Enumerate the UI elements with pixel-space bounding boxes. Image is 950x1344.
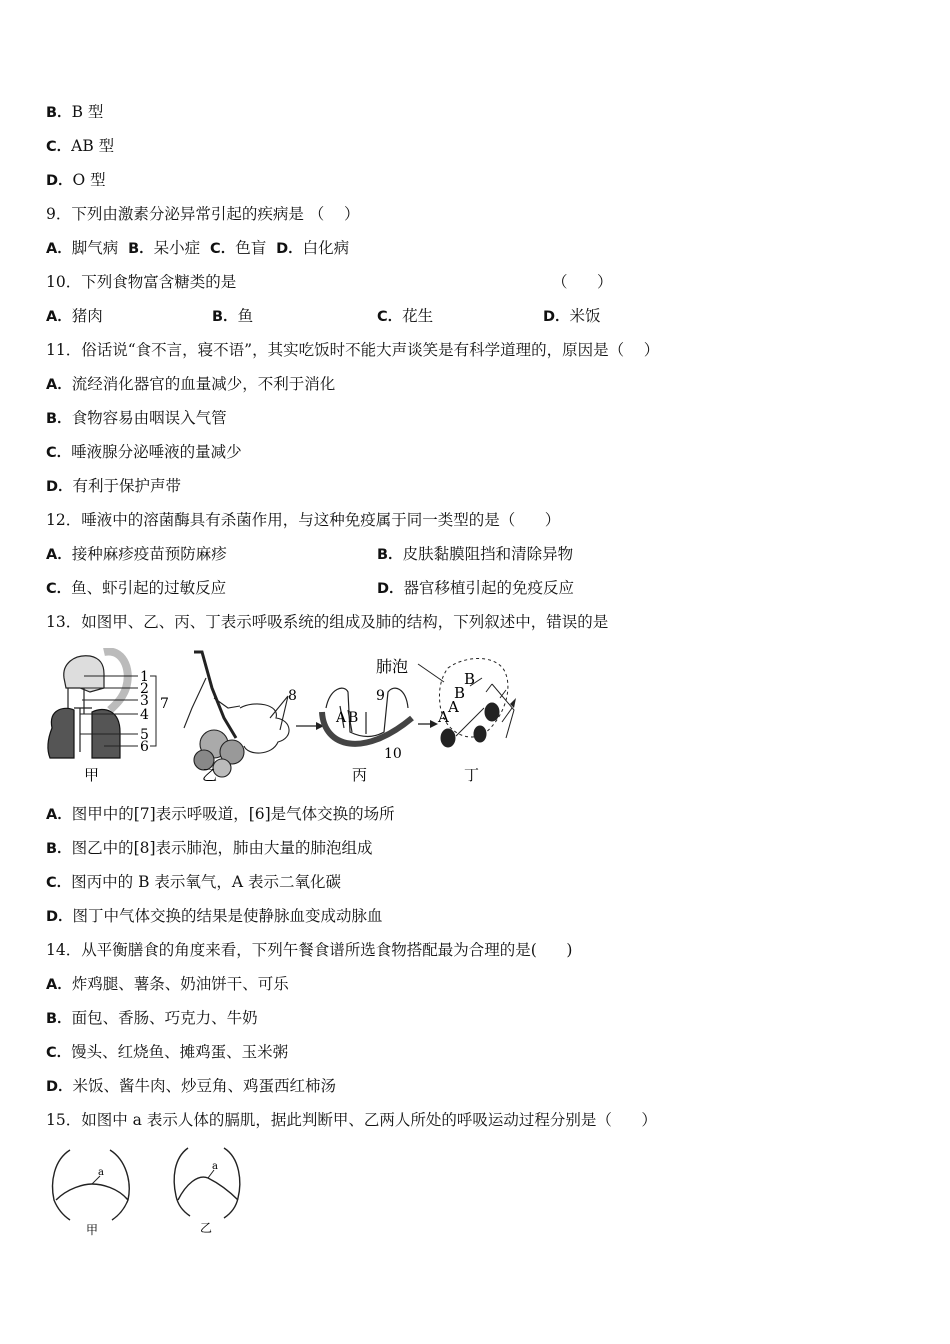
figure-number: 2 [140, 681, 149, 697]
diaphragm-yi [174, 1148, 240, 1218]
option-text: 呆小症 [153, 239, 201, 257]
q11-stem: 11．俗话说“食不言，寝不语”，其实吃饭时不能大声谈笑是有科学道理的，原因是（ ） [46, 341, 660, 359]
option-key: D． [46, 1079, 73, 1095]
option-key: C． [46, 581, 72, 597]
figure-caption: 乙 [202, 766, 218, 784]
diaphragm-label: a [212, 1161, 218, 1172]
option-key: C． [46, 445, 72, 461]
figure-arrowhead [430, 720, 438, 728]
q10-option-b [212, 306, 253, 327]
option-text: 猪肉 [71, 307, 103, 325]
option-text: 图丙中的 B 表示氧气，A 表示二氧化碳 [71, 873, 342, 891]
option-key: B． [46, 841, 72, 857]
q10-option-a [46, 306, 103, 327]
diaphragm-label: a [98, 1167, 104, 1178]
option-text: 图甲中的[7]表示呼吸道，[6]是气体交换的场所 [71, 805, 395, 823]
q11-option-c [46, 442, 242, 463]
q8-option-d [46, 170, 106, 191]
q14-stem: 14．从平衡膳食的角度来看，下列午餐食谱所选食物搭配最为合理的是( ) [46, 941, 573, 959]
option-text: AB 型 [71, 137, 115, 155]
option-key: B． [377, 547, 403, 563]
q12-stem: 12．唾液中的溶菌酶具有杀菌作用，与这种免疫属于同一类型的是（ ） [46, 511, 561, 529]
q9-stem: 9．下列由激素分泌异常引起的疾病是 （ ） [46, 205, 360, 223]
q14-option-a [46, 974, 289, 995]
figure-caption: 乙 [200, 1221, 213, 1235]
option-key: A． [46, 807, 72, 823]
q8-option-b [46, 102, 103, 123]
option-key: A． [46, 977, 72, 993]
diaphragm-jia [53, 1150, 130, 1220]
figure-label-b: B [454, 684, 466, 702]
option-text: 白化病 [302, 239, 350, 257]
figure-caption: 甲 [86, 1223, 99, 1237]
q15-stem: 15．如图中 a 表示人体的膈肌，据此判断甲、乙两人所处的呼吸运动过程分别是（ ） [46, 1111, 657, 1129]
option-text: 米饭 [569, 307, 601, 325]
option-key: D． [46, 909, 73, 925]
figure-number: 4 [140, 707, 149, 723]
figure-label-a: A [336, 710, 347, 726]
option-key: A． [46, 241, 72, 257]
q8-option-c [46, 136, 114, 157]
option-text: 炸鸡腿、薯条、奶油饼干、可乐 [71, 975, 289, 993]
option-text: 图丁中气体交换的结果是使静脉血变成动脉血 [72, 907, 383, 925]
option-text: 唾液腺分泌唾液的量减少 [71, 443, 242, 461]
option-key: C． [210, 241, 236, 257]
option-key: D． [276, 241, 303, 257]
option-key: C． [377, 309, 403, 325]
option-text: B 型 [71, 103, 104, 121]
option-key: C． [46, 139, 72, 155]
q11-option-d [46, 476, 181, 497]
option-text: 皮肤黏膜阻挡和清除异物 [402, 545, 574, 563]
figure-label-a: A [448, 698, 459, 716]
q10-option-c [377, 306, 433, 327]
q13-option-d [46, 906, 383, 927]
option-key: B． [46, 105, 72, 121]
q12-option-c [46, 578, 226, 599]
option-key: D． [46, 173, 73, 189]
q14-option-c [46, 1042, 288, 1063]
q13-stem: 13．如图甲、乙、丙、丁表示呼吸系统的组成及肺的结构，下列叙述中，错误的是 [46, 613, 609, 631]
figure-number: 8 [288, 688, 297, 704]
figure-number: 9 [376, 688, 385, 704]
q10-stem: 10．下列食物富含糖类的是 [46, 273, 237, 291]
option-key: C． [46, 875, 72, 891]
respiratory-system-figure [44, 648, 516, 788]
option-text: 鱼 [237, 307, 254, 325]
figure-number: 3 [140, 693, 149, 709]
option-key: D． [377, 581, 404, 597]
q13-option-c [46, 872, 341, 893]
q11-option-b [46, 408, 227, 429]
option-text: 脚气病 [71, 239, 119, 257]
figure-label-a: A [438, 708, 449, 726]
figure-number: 6 [140, 739, 149, 755]
option-key: C． [46, 1045, 72, 1061]
option-text: 米饭、酱牛肉、炒豆角、鸡蛋西红柿汤 [72, 1077, 337, 1095]
option-text: 面包、香肠、巧克力、牛奶 [71, 1009, 258, 1027]
option-text: 接种麻疹疫苗预防麻疹 [71, 545, 227, 563]
option-text: 食物容易由咽误入气管 [71, 409, 227, 427]
figure-number: 7 [160, 696, 169, 712]
figure-caption: 甲 [84, 766, 100, 784]
figure-label-alveolus: 肺泡 [376, 657, 409, 676]
q13-option-b [46, 838, 373, 859]
option-key: A． [46, 547, 72, 563]
q12-option-b [377, 544, 573, 565]
figure-jia [48, 651, 128, 758]
q14-option-b [46, 1008, 258, 1029]
figure-yi [184, 652, 289, 777]
option-text: 花生 [402, 307, 434, 325]
option-key: B． [46, 1011, 72, 1027]
diaphragm-figure [48, 1142, 248, 1238]
option-key: B． [46, 411, 72, 427]
figure-label-b: B [348, 710, 359, 726]
option-key: B． [128, 241, 154, 257]
figure-caption: 丁 [464, 766, 480, 784]
option-text: 有利于保护声带 [72, 477, 182, 495]
option-key: D． [46, 479, 73, 495]
option-text: 流经消化器官的血量减少，不利于消化 [71, 375, 336, 393]
q10-bracket: （ ） [552, 273, 613, 291]
option-text: 鱼、虾引起的过敏反应 [71, 579, 227, 597]
q12-option-a [46, 544, 227, 565]
option-text: O 型 [72, 171, 106, 189]
q14-option-d [46, 1076, 336, 1097]
figure-number: 10 [384, 746, 402, 762]
option-key: A． [46, 309, 72, 325]
q11-option-a [46, 374, 335, 395]
figure-number: 5 [140, 727, 149, 743]
option-text: 图乙中的[8]表示肺泡，肺由大量的肺泡组成 [71, 839, 373, 857]
figure-label-b: B [464, 670, 476, 688]
q12-option-d [377, 578, 574, 599]
q9-options [46, 238, 349, 259]
option-key: D． [543, 309, 570, 325]
q13-option-a [46, 804, 395, 825]
figure-number: 1 [140, 669, 149, 685]
figure-caption: 丙 [352, 766, 368, 784]
option-text: 色盲 [235, 239, 267, 257]
option-text: 馒头、红烧鱼、摊鸡蛋、玉米粥 [71, 1043, 289, 1061]
option-key: A． [46, 377, 72, 393]
q10-option-d [543, 306, 601, 327]
option-key: B． [212, 309, 238, 325]
option-text: 器官移植引起的免疫反应 [403, 579, 575, 597]
